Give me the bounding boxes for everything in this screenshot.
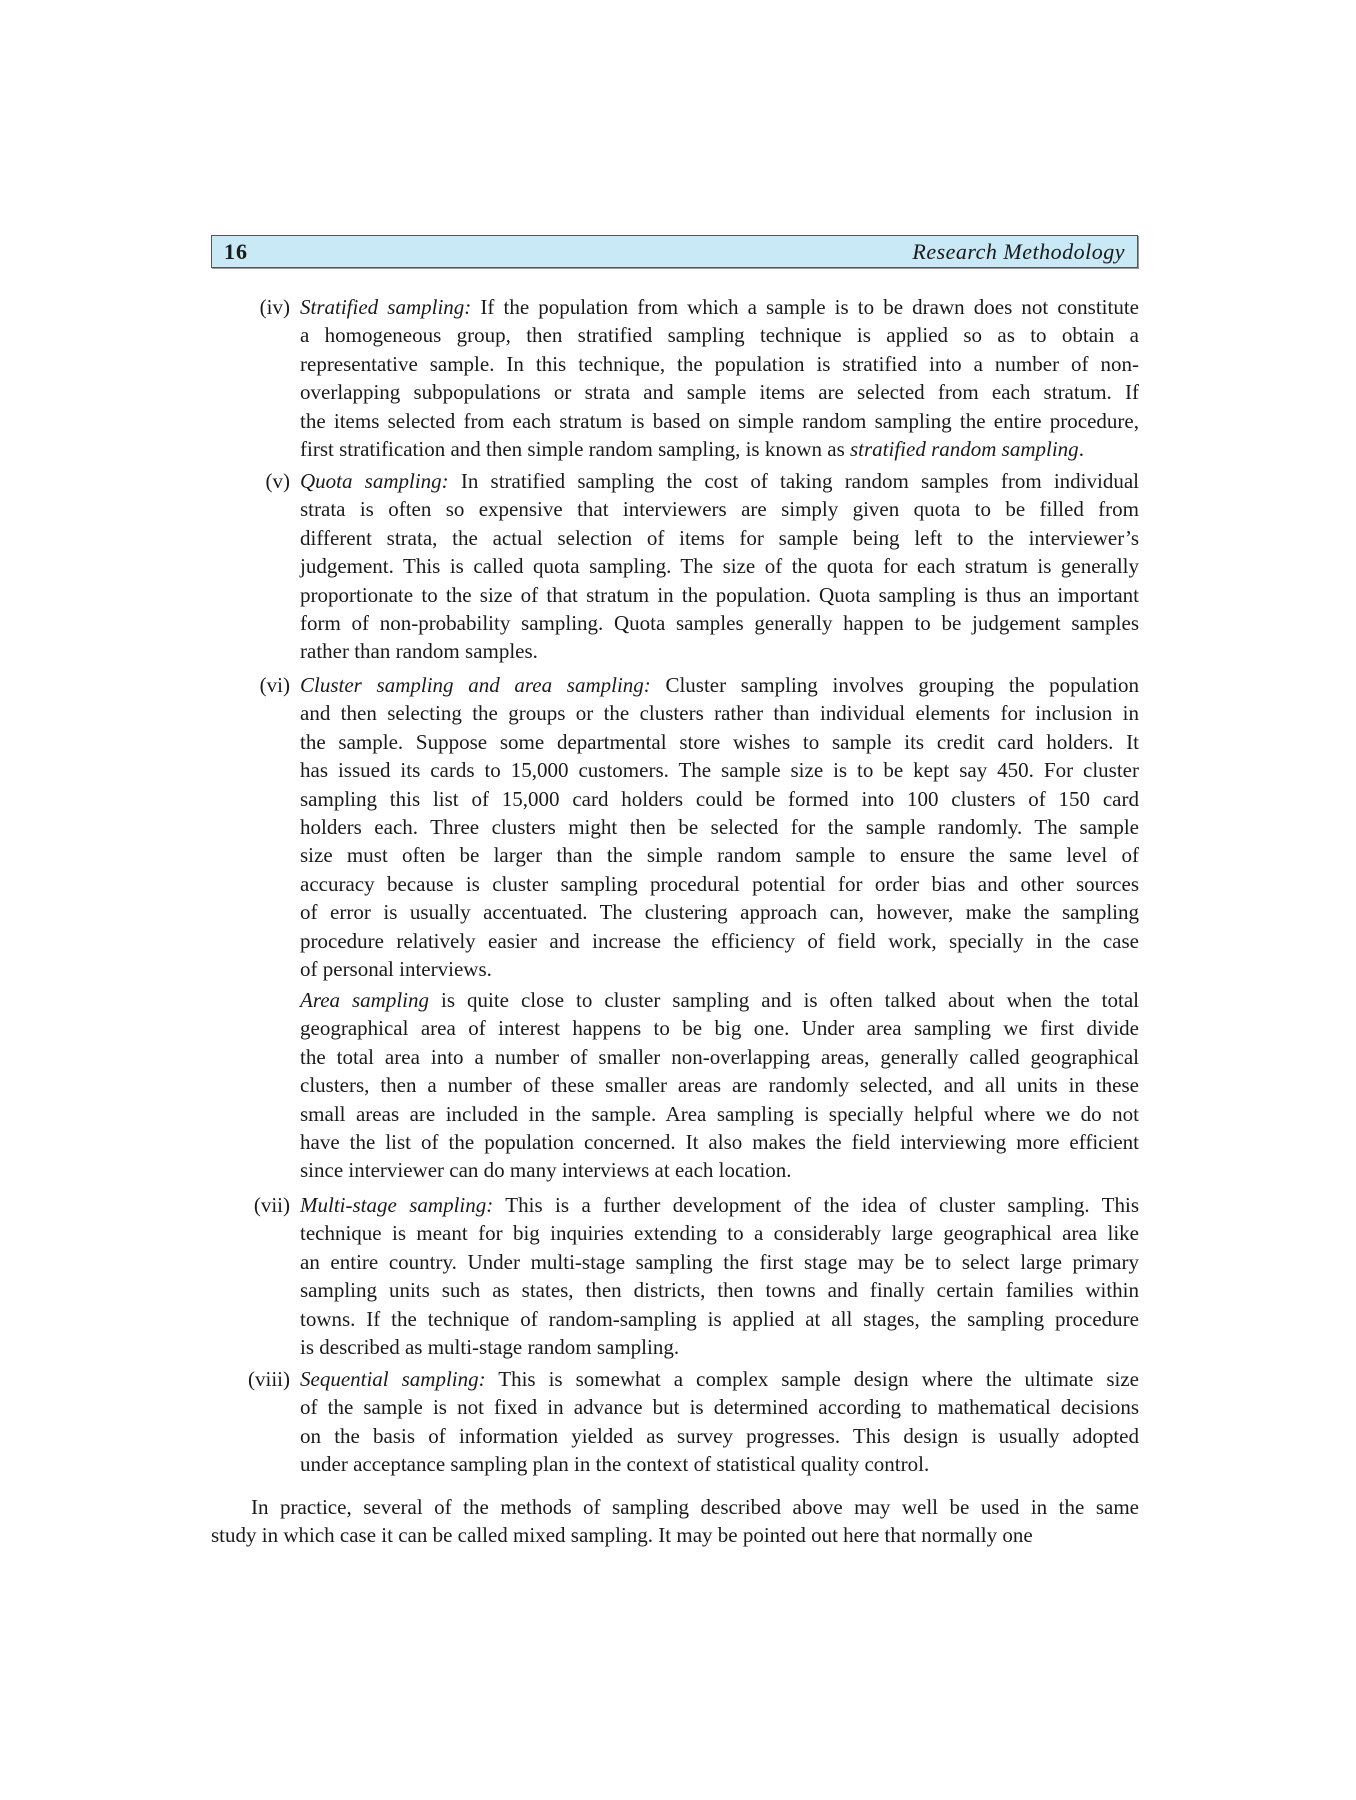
text-run: accuracy because is cluster sampling procedural potential for order bias and other sources xyxy=(300,871,1139,896)
text-run: size must often be larger than the simple random sample to ensure the same level of xyxy=(300,843,1139,868)
text-run: is described as multi-stage random sampling. xyxy=(300,1334,680,1359)
text-line xyxy=(300,1071,1139,1099)
text-line xyxy=(300,609,1139,637)
text-run: and then selecting the groups or the clusters rather than individual elements for inclusion in xyxy=(300,701,1139,726)
text-run: an entire country. Under multi-stage sampling the first stage may be to select large primary xyxy=(300,1249,1139,1274)
text-line xyxy=(300,955,1139,983)
text-line xyxy=(300,1156,1139,1184)
text-line xyxy=(300,1422,1139,1450)
italic-term: Multi-stage sampling: xyxy=(300,1193,494,1217)
text-line xyxy=(300,293,1139,321)
text-line xyxy=(300,785,1139,813)
text-line xyxy=(300,378,1139,406)
text-run: geographical area of interest happens to be big one. Under area sampling we first divide xyxy=(300,1016,1139,1041)
text-run: of error is usually accentuated. The clustering approach can, however, make the sampling xyxy=(300,900,1139,925)
text-run: first stratification and then simple random sampling, is known as xyxy=(300,436,850,461)
text-line xyxy=(300,1128,1139,1156)
item-number: (v) xyxy=(265,469,290,493)
text-line xyxy=(300,927,1139,955)
text-line xyxy=(300,524,1139,552)
text-line xyxy=(300,671,1139,699)
text-run: of personal interviews. xyxy=(300,956,492,981)
text-line xyxy=(300,552,1139,580)
text-run: This is somewhat a complex sample design where the ultimate size xyxy=(485,1367,1139,1391)
text-line xyxy=(211,1493,1139,1521)
list-item-multi-stage-sampling xyxy=(253,1191,1139,1361)
page-number: 16 xyxy=(224,239,248,264)
running-title: Research Methodology xyxy=(912,239,1125,264)
italic-term: Sequential sampling: xyxy=(300,1367,486,1391)
text-run: technique is meant for big inquiries extending to a considerably large geographical area like xyxy=(300,1221,1139,1246)
item-number: (vii) xyxy=(253,1193,290,1217)
text-run: holders each. Three clusters might then be selected for the sample randomly. The sample xyxy=(300,814,1139,839)
item-number: (iv) xyxy=(259,295,290,319)
text-run: is quite close to cluster sampling and is often talked about when the total xyxy=(429,988,1139,1012)
list-item-stratified-sampling xyxy=(259,293,1139,463)
text-line xyxy=(300,1305,1139,1333)
text-line xyxy=(211,1521,1139,1549)
text-run: This is a further development of the idea of cluster sampling. This xyxy=(493,1193,1139,1217)
list-item-sequential-sampling xyxy=(248,1365,1139,1479)
text-run: representative sample. In this technique, the population is stratified into a number of non- xyxy=(300,351,1139,376)
italic-term: stratified random sampling xyxy=(850,436,1079,461)
text-run: since interviewer can do many interviews at each location. xyxy=(300,1158,792,1183)
text-run: has issued its cards to 15,000 customers. The sample size is to be kept say 450. For cluster xyxy=(300,758,1139,783)
closing-paragraph xyxy=(211,1493,1139,1550)
text-run: sampling this list of 15,000 card holders could be formed into 100 clusters of 150 card xyxy=(300,786,1139,811)
text-line xyxy=(300,1191,1139,1219)
text-run: have the list of the population concerned. It also makes the field interviewing more efficient xyxy=(300,1129,1139,1154)
item-number: (viii) xyxy=(248,1367,290,1391)
text-line xyxy=(300,495,1139,523)
text-line xyxy=(300,1365,1139,1393)
text-line xyxy=(300,1248,1139,1276)
text-run: the total area into a number of smaller non-overlapping areas, generally called geographical xyxy=(300,1044,1139,1069)
text-line xyxy=(300,898,1139,926)
text-run: proportionate to the size of that stratum in the population. Quota sampling is thus an important xyxy=(300,582,1139,607)
text-line xyxy=(300,1219,1139,1247)
list-item-cluster-sampling xyxy=(259,671,1139,983)
text-line xyxy=(300,1276,1139,1304)
text-line xyxy=(300,467,1139,495)
text-run: small areas are included in the sample. Area sampling is specially helpful where we do not xyxy=(300,1101,1139,1126)
text-run: procedure relatively easier and increase the efficiency of field work, specially in the case xyxy=(300,928,1139,953)
text-line xyxy=(300,986,1139,1014)
text-run: form of non-probability sampling. Quota samples generally happen to be judgement samples xyxy=(300,610,1139,635)
text-line xyxy=(300,581,1139,609)
text-run: If the population from which a sample is to be drawn does not constitute xyxy=(471,295,1139,319)
text-line xyxy=(300,435,1139,463)
italic-term: Quota sampling: xyxy=(300,469,449,493)
text-line xyxy=(300,728,1139,756)
text-run: the items selected from each stratum is based on simple random sampling the entire procedure, xyxy=(300,408,1139,433)
text-line xyxy=(300,1100,1139,1128)
text-run: rather than random samples. xyxy=(300,639,538,664)
italic-term: Area sampling xyxy=(300,988,430,1012)
text-run: on the basis of information yielded as survey progresses. This design is usually adopted xyxy=(300,1423,1139,1448)
text-run: sampling units such as states, then districts, then towns and finally certain families within xyxy=(300,1278,1139,1303)
text-line xyxy=(300,870,1139,898)
running-header xyxy=(211,235,1138,268)
item-number: (vi) xyxy=(259,673,290,697)
italic-term: Cluster sampling and area sampling: xyxy=(300,673,651,697)
text-run: under acceptance sampling plan in the context of statistical quality control. xyxy=(300,1452,930,1477)
italic-term: Stratified sampling: xyxy=(300,295,472,319)
text-line xyxy=(300,756,1139,784)
text-line xyxy=(300,1014,1139,1042)
text-line xyxy=(300,813,1139,841)
text-run: Cluster sampling involves grouping the population xyxy=(650,673,1139,697)
area-sampling-paragraph xyxy=(300,986,1139,1185)
text-run: towns. If the technique of random-sampling is applied at all stages, the sampling procedure xyxy=(300,1306,1139,1331)
text-line xyxy=(300,699,1139,727)
text-run: of the sample is not fixed in advance but is determined according to mathematical decisions xyxy=(300,1395,1139,1420)
text-run: the sample. Suppose some departmental store wishes to sample its credit card holders. It xyxy=(300,729,1139,754)
text-run: different strata, the actual selection of items for sample being left to the interviewer’s xyxy=(300,525,1139,550)
text-line xyxy=(300,1333,1139,1361)
text-line xyxy=(300,1450,1139,1478)
text-run: strata is often so expensive that interviewers are simply given quota to be filled from xyxy=(300,497,1139,522)
text-run: In stratified sampling the cost of taking random samples from individual xyxy=(448,469,1139,493)
text-line xyxy=(300,1393,1139,1421)
text-line xyxy=(300,1043,1139,1071)
text-run: overlapping subpopulations or strata and sample items are selected from each stratum. If xyxy=(300,380,1139,405)
text-line xyxy=(300,407,1139,435)
text-run: In practice, several of the methods of sampling described above may well be used in the same xyxy=(251,1495,1139,1519)
list-item-quota-sampling xyxy=(265,467,1139,666)
text-run: . xyxy=(1078,436,1084,461)
text-run: study in which case it can be called mixed sampling. It may be pointed out here that normally one xyxy=(211,1523,1033,1548)
text-run: clusters, then a number of these smaller areas are randomly selected, and all units in these xyxy=(300,1073,1139,1098)
text-line xyxy=(300,841,1139,869)
text-run: judgement. This is called quota sampling. The size of the quota for each stratum is generally xyxy=(300,554,1139,579)
text-line xyxy=(300,637,1139,665)
text-run: a homogeneous group, then stratified sampling technique is applied so as to obtain a xyxy=(300,323,1139,348)
text-line xyxy=(300,350,1139,378)
text-line xyxy=(300,321,1139,349)
